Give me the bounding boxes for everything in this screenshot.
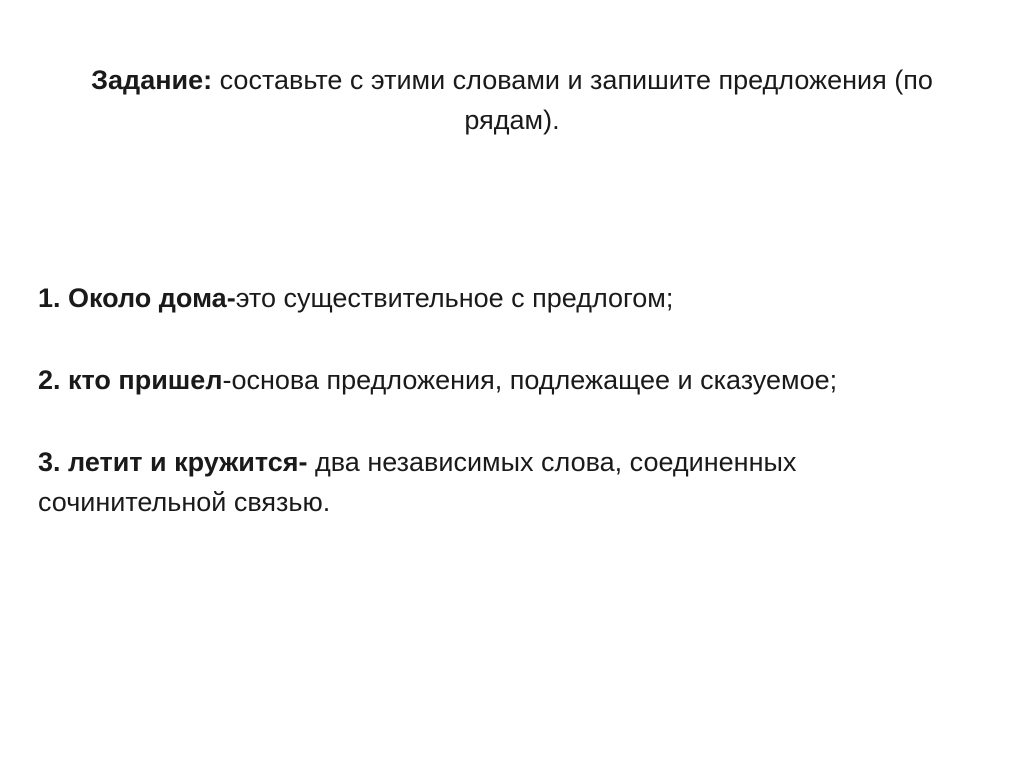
item-1-explanation: это существительное с предлогом; [235,283,674,313]
item-3-term: 3. летит и кружится- [38,447,308,477]
item-3-explanation: два независимых слова, соединенных сочинительной связью. [38,447,797,517]
list-item-3 [38,442,978,522]
item-list [38,278,978,564]
task-instruction: составьте с этими словами и запишите предложения (по рядам). [212,65,933,135]
item-2-explanation: -основа предложения, подлежащее и сказуемое; [222,365,838,395]
list-item-2 [38,360,978,400]
item-1-term: 1. Около дома- [38,283,236,313]
item-2-term: 2. кто пришел [38,365,223,395]
task-heading [40,60,984,140]
list-item-1 [38,278,978,318]
task-label: Задание: [91,65,213,95]
